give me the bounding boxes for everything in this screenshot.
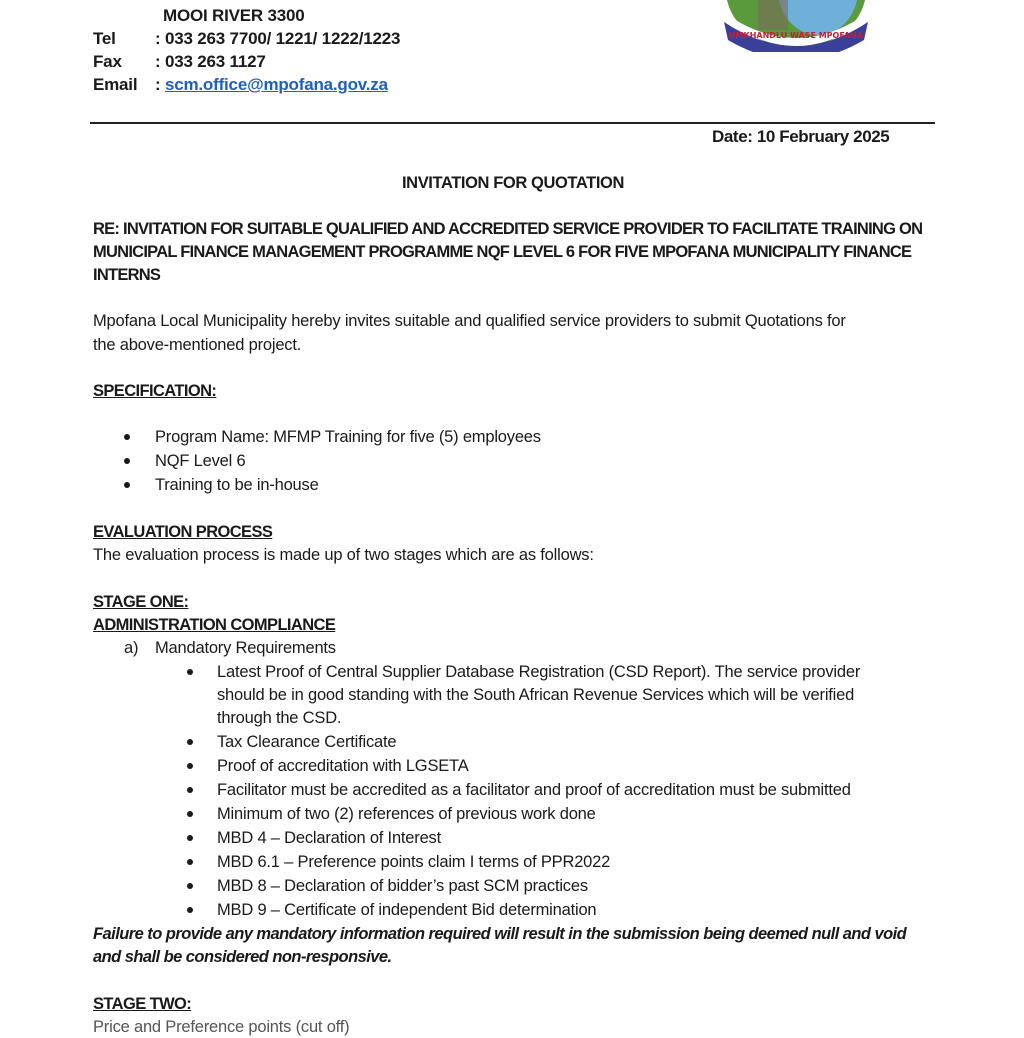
stage-two-partial-line: Price and Preference points (cut off) [93,1018,350,1036]
csd-item-line-1: Latest Proof of Central Supplier Database Registration (CSD Report). The service provider [217,663,861,681]
logo-text: UMKHANDLU WASE MPOFANA [729,31,863,40]
email-link[interactable]: scm.office@mpofana.gov.za [164,75,388,94]
email-label: Email [93,75,138,94]
requirement-item: MBD 8 – Declaration of bidder’s past SCM practices [217,877,588,895]
requirement-item: MBD 6.1 – Preference points claim I terms of PPR2022 [217,853,611,871]
requirement-item: Minimum of two (2) references of previous work done [217,805,596,823]
spec-item: NQF Level 6 [155,452,246,470]
fax-label: Fax [93,52,122,71]
bullet-icon [187,835,193,841]
fax-value: : 033 263 1127 [155,52,266,71]
stage-one-heading: STAGE ONE: [93,593,189,611]
address-line: MOOI RIVER 3300 [163,6,305,25]
spec-item: Program Name: MFMP Training for five (5) employees [155,428,541,446]
bullet-icon [124,434,130,440]
email-colon: : [155,75,165,94]
re-line-1: RE: INVITATION FOR SUITABLE QUALIFIED AND ACCREDITED SERVICE PROVIDER TO FACILITATE TRAINING ON [93,220,923,238]
csd-item-line-2: should be in good standing with the South African Revenue Services which will be verified [217,686,855,704]
email-row [155,74,388,96]
municipality-logo [718,0,874,52]
requirement-item: MBD 4 – Declaration of Interest [217,829,441,847]
tel-value: : 033 263 7700/ 1221/ 1222/1223 [155,29,401,48]
specification-heading: SPECIFICATION: [93,382,217,400]
spec-item: Training to be in-house [155,476,319,494]
bullet-icon [187,669,193,675]
intro-line-2: the above-mentioned project. [93,336,302,354]
evaluation-heading: EVALUATION PROCESS [93,523,273,541]
header-divider [90,122,935,124]
bullet-icon [187,811,193,817]
document-date: Date: 10 February 2025 [712,127,890,146]
intro-line-1: Mpofana Local Municipality hereby invites suitable and qualified service providers to submit Quotations for [93,312,846,330]
admin-compliance-heading: ADMINISTRATION COMPLIANCE [93,616,336,634]
bullet-icon [187,763,193,769]
list-marker: a) [124,639,139,657]
document-title: INVITATION FOR QUOTATION [402,174,624,192]
bullet-icon [124,458,130,464]
warning-line-2: and shall be considered non-responsive. [93,948,392,966]
stage-two-heading: STAGE TWO: [93,995,192,1013]
re-line-3: INTERNS [93,266,161,284]
tel-label: Tel [93,29,116,48]
mandatory-requirements-label: Mandatory Requirements [155,639,336,657]
bullet-icon [187,787,193,793]
requirement-item: MBD 9 – Certificate of independent Bid determination [217,901,597,919]
bullet-icon [187,739,193,745]
re-line-2: MUNICIPAL FINANCE MANAGEMENT PROGRAMME NQF LEVEL 6 FOR FIVE MPOFANA MUNICIPALITY FINANCE [93,243,912,261]
bullet-icon [187,883,193,889]
warning-line-1: Failure to provide any mandatory information required will result in the submission being deemed null and void [93,925,907,943]
requirement-item: Tax Clearance Certificate [217,733,397,751]
bullet-icon [124,482,130,488]
requirement-item: Facilitator must be accredited as a facilitator and proof of accreditation must be submitted [217,781,851,799]
bullet-icon [187,859,193,865]
requirement-item: Proof of accreditation with LGSETA [217,757,469,775]
bullet-icon [187,907,193,913]
csd-item-line-3: through the CSD. [217,709,342,727]
evaluation-text: The evaluation process is made up of two stages which are as follows: [93,546,594,564]
